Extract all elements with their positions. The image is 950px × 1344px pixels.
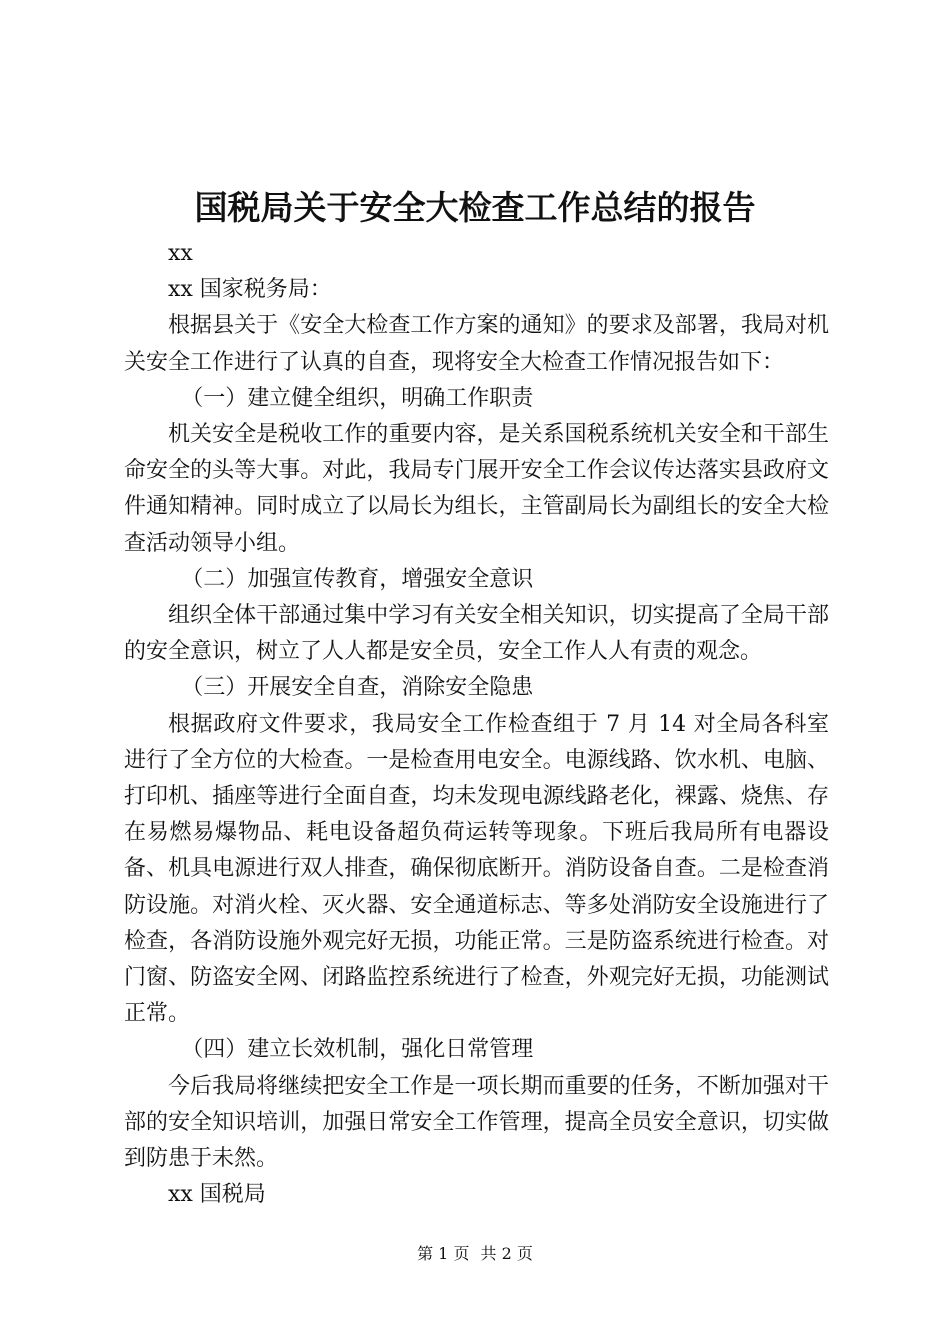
date-line: xx bbox=[168, 241, 193, 266]
section-heading-2: （二）加强宣传教育，增强安全意识 bbox=[181, 566, 534, 592]
document-body bbox=[124, 236, 829, 1213]
section-heading-4: （四）建立长效机制，强化日常管理 bbox=[181, 1037, 534, 1063]
recipient-line: xx 国家税务局： bbox=[168, 277, 332, 303]
section-paragraph-3: 根据政府文件要求，我局安全工作检查组于 7 月 14 对全局各科室进行了全方位的大检查。一是检查用电安全。电源线路、饮水机、电脑、打印机、插座等进行全面自查，均未发现电源线路老化，裸露、烧焦、存在易燃易爆物品、耗电设备超负荷运转等现象。下班后我局所有电器设备、机具电源进行双人排查，确保彻底断开。消防设备自查。二是检查消防设施。对消火栓、灭火器、安全通道标志、等多处消防安全设施进行了检查，各消防设施外观完好无损，功能正常。三是防盗系统进行检查。对门窗、防盗安全网、闭路监控系统进行了检查，外观完好无损，功能测试正常。 bbox=[124, 711, 829, 1027]
section-paragraph-4: 今后我局将继续把安全工作是一项长期而重要的任务，不断加强对干部的安全知识培训，加强日常安全工作管理，提高全员安全意识，切实做到防患于未然。 bbox=[124, 1073, 829, 1172]
signature-line: xx 国税局 bbox=[168, 1182, 266, 1208]
section-heading-1: （一）建立健全组织，明确工作职责 bbox=[181, 385, 534, 411]
section-heading-3: （三）开展安全自查，消除安全隐患 bbox=[181, 675, 534, 701]
page-number: 第 1 页 bbox=[417, 1244, 470, 1263]
document-title: 国税局关于安全大检查工作总结的报告 bbox=[194, 188, 756, 227]
page-footer bbox=[0, 1242, 950, 1266]
intro-paragraph: 根据县关于《安全大检查工作方案的通知》的要求及部署，我局对机关安全工作进行了认真的自查，现将安全大检查工作情况报告如下： bbox=[124, 313, 829, 375]
section-paragraph-2: 组织全体干部通过集中学习有关安全相关知识，切实提高了全局干部的安全意识，树立了人人都是安全员，安全工作人人有责的观念。 bbox=[124, 603, 829, 665]
page-total: 共 2 页 bbox=[480, 1244, 533, 1263]
section-paragraph-1: 机关安全是税收工作的重要内容，是关系国税系统机关安全和干部生命安全的头等大事。对此，我局专门展开安全工作会议传达落实县政府文件通知精神。同时成立了以局长为组长，主管副局长为副组长的安全大检查活动领导小组。 bbox=[124, 422, 829, 556]
